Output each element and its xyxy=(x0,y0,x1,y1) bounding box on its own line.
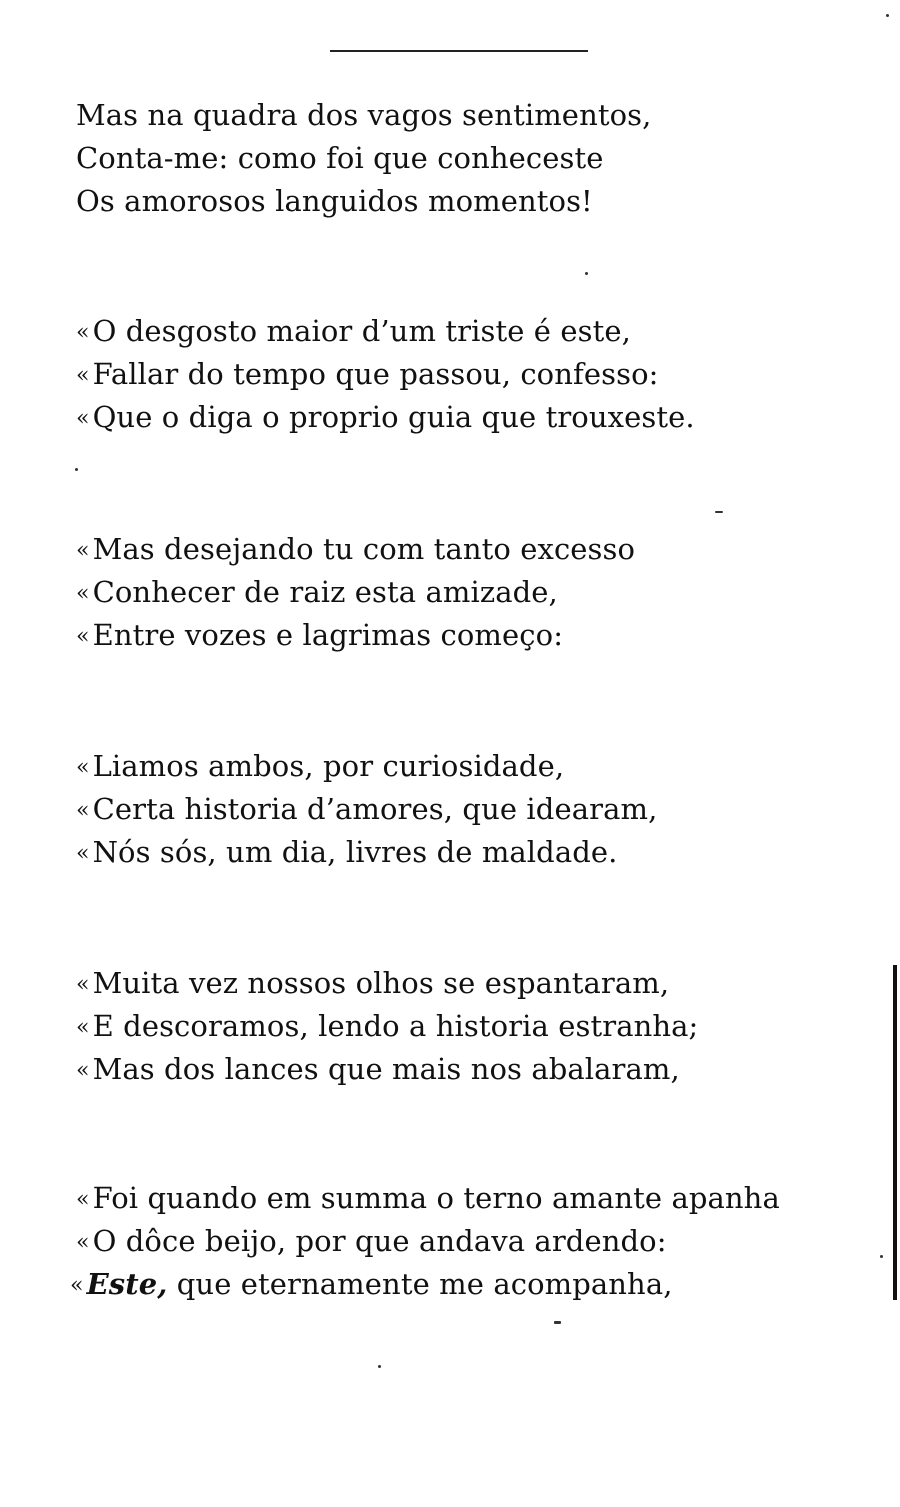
verse-line: « Este, que eternamente me acompanha, xyxy=(70,1267,673,1301)
verse-line: « Conhecer de raiz esta amizade, xyxy=(76,575,558,609)
print-speck xyxy=(378,1365,381,1368)
verse-line: « Que o diga o proprio guia que trouxeste. xyxy=(76,400,695,434)
verse-line: « Muita vez nossos olhos se espantaram, xyxy=(76,966,670,1000)
print-speck xyxy=(554,1321,561,1324)
print-speck xyxy=(75,468,78,471)
verse-line: « Entre vozes e lagrimas começo: xyxy=(76,618,564,652)
stanza-3 xyxy=(76,528,635,657)
verse-line: « Liamos ambos, por curiosidade, xyxy=(76,749,565,783)
verse-line: « E descoramos, lendo a historia estranha; xyxy=(76,1009,699,1043)
stanza-1 xyxy=(76,94,651,223)
print-speck xyxy=(715,511,723,513)
print-speck xyxy=(585,272,588,275)
verse-line: Conta-me: como foi que conheceste xyxy=(76,141,604,175)
stanza-4 xyxy=(76,745,657,874)
print-speck xyxy=(880,1255,883,1258)
header-rule xyxy=(330,50,588,52)
verse-line: Os amorosos languidos momentos! xyxy=(76,184,593,218)
verse-line: « Mas dos lances que mais nos abalaram, xyxy=(76,1052,680,1086)
verse-line: « Fallar do tempo que passou, confesso: xyxy=(76,357,659,391)
page-edge-shadow xyxy=(893,965,897,1300)
stanza-2 xyxy=(76,310,695,439)
verse-line: « Mas desejando tu com tanto excesso xyxy=(76,532,636,566)
verse-line: « O desgosto maior d’um triste é este, xyxy=(76,314,631,348)
stanza-6 xyxy=(70,1177,780,1306)
verse-line: « O dôce beijo, por que andava ardendo: xyxy=(76,1224,667,1258)
verse-line: « Nós sós, um dia, livres de maldade. xyxy=(76,835,618,869)
verse-line: Mas na quadra dos vagos sentimentos, xyxy=(76,98,652,132)
stanza-5 xyxy=(76,962,698,1091)
verse-line: « Foi quando em summa o terno amante apanha xyxy=(76,1181,780,1215)
print-speck xyxy=(886,14,889,17)
verse-line: « Certa historia d’amores, que idearam, xyxy=(76,792,658,826)
